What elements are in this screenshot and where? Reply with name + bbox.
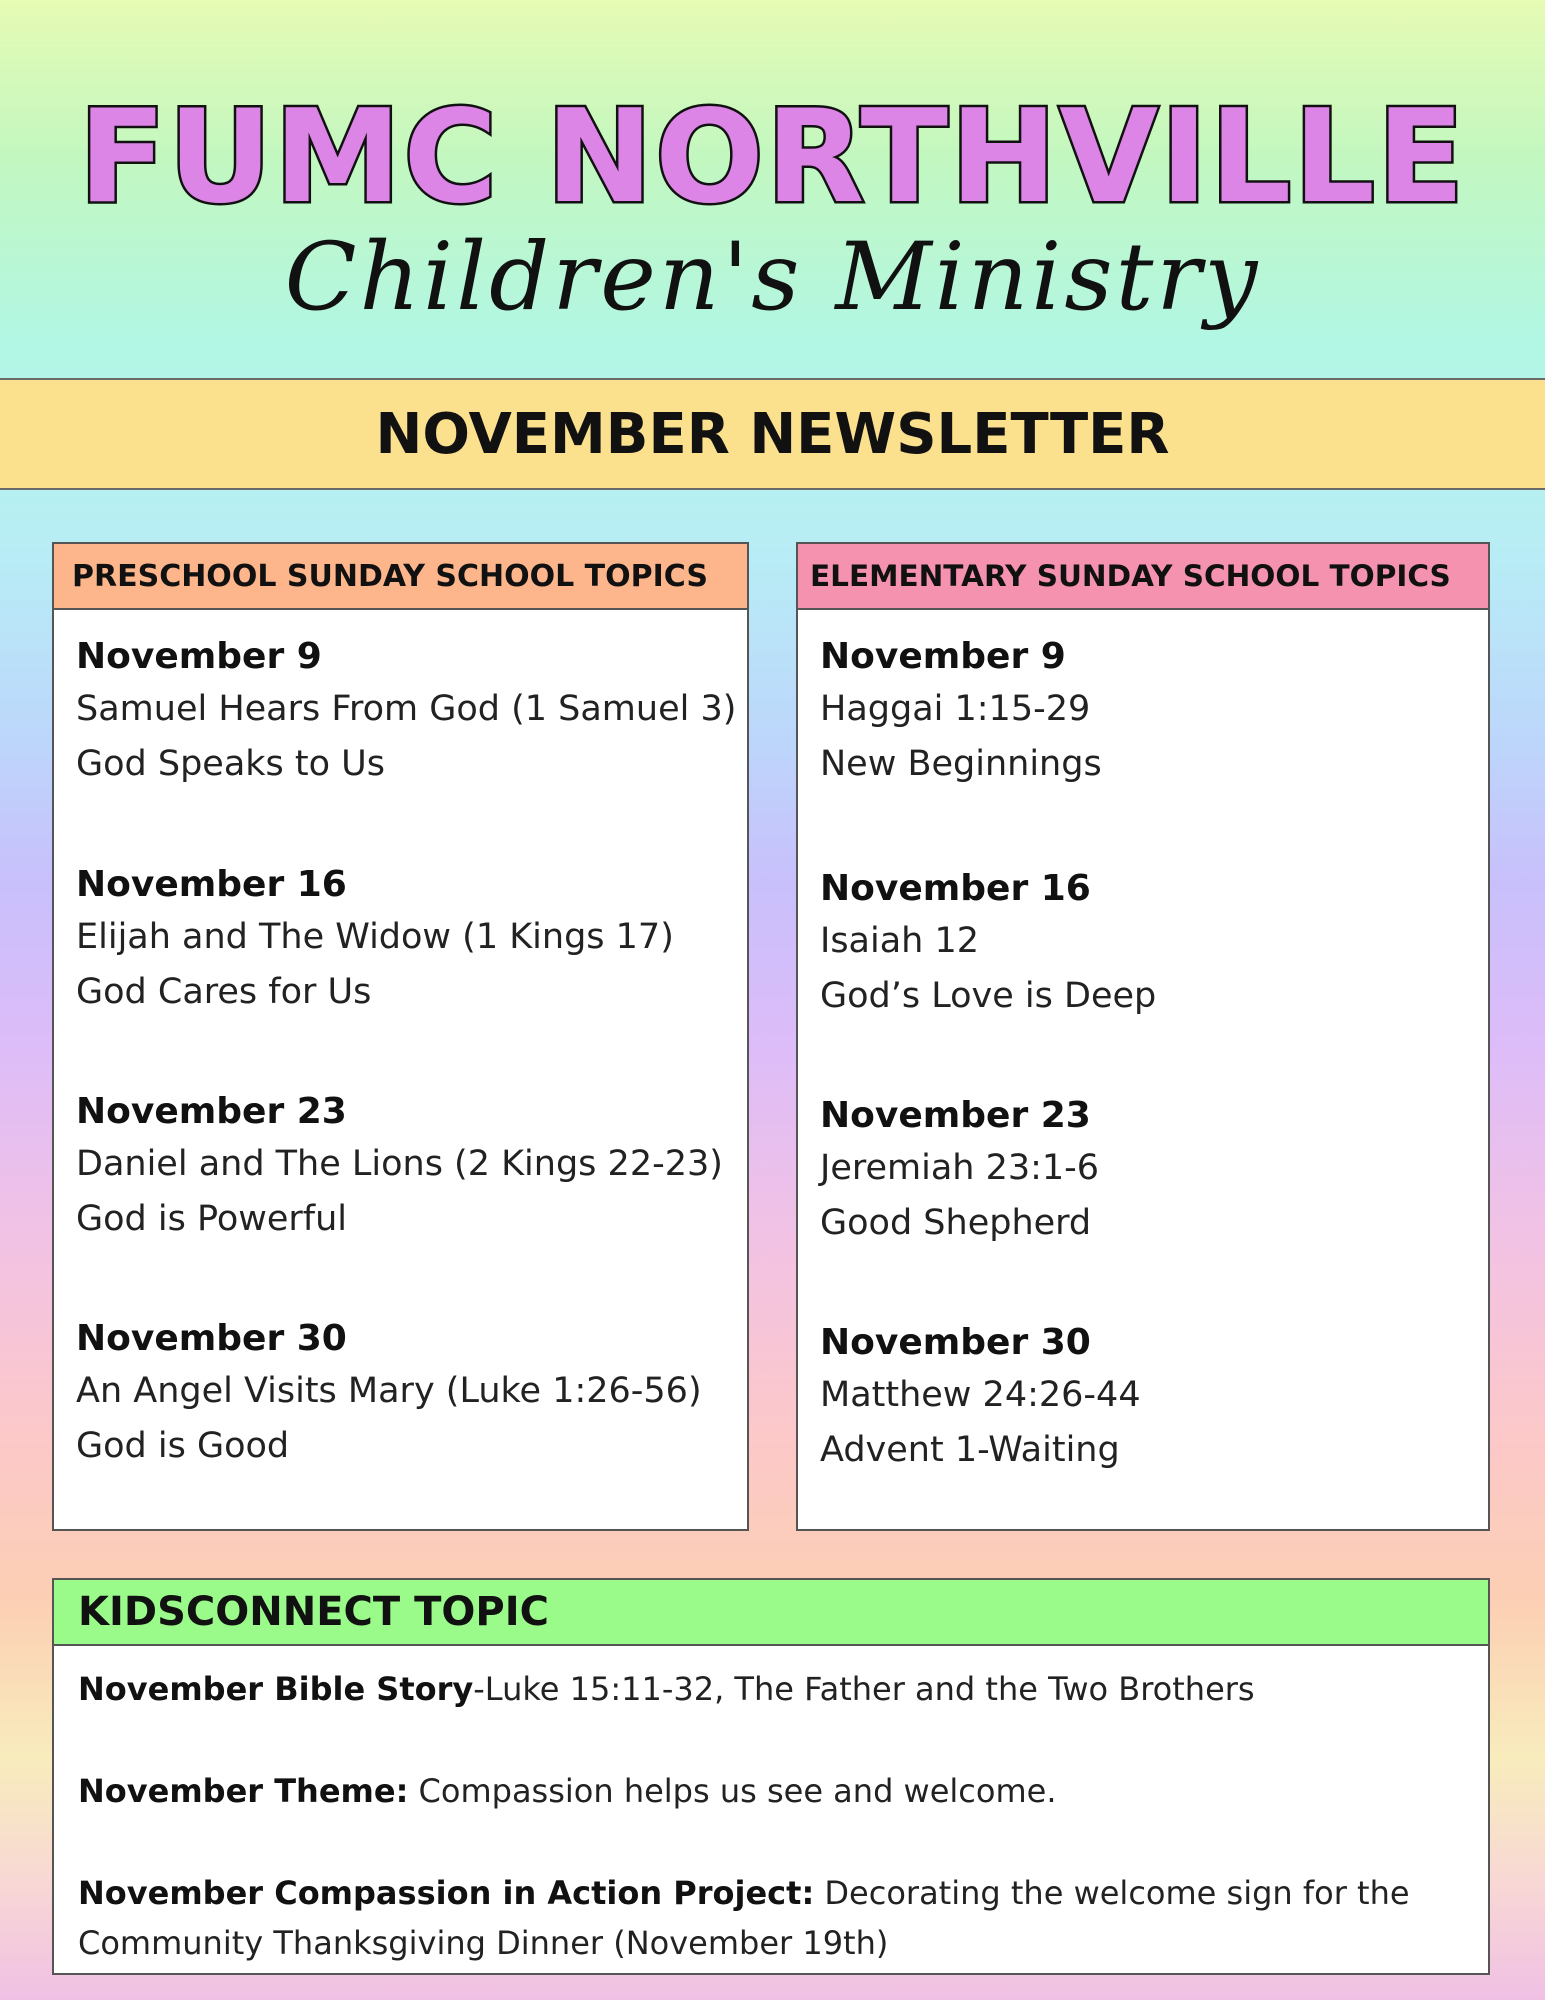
project-line [78, 1868, 1468, 1918]
preschool-topics-box [52, 542, 749, 1531]
preschool-entry [76, 1314, 737, 1474]
entry-theme: God is Powerful [76, 1199, 348, 1239]
entry-date: November 9 [820, 636, 1066, 677]
preschool-entry [76, 1087, 737, 1247]
entry-date: November 23 [76, 1091, 347, 1132]
bible-story-label: November Bible Story [78, 1670, 474, 1708]
theme-label: November Theme: [78, 1772, 409, 1810]
entry-story: An Angel Visits Mary (Luke 1:26-56) [76, 1371, 702, 1411]
entry-theme: New Beginnings [820, 744, 1102, 784]
preschool-heading: PRESCHOOL SUNDAY SCHOOL TOPICS [54, 544, 747, 610]
theme-line [78, 1766, 1468, 1816]
entry-theme: God’s Love is Deep [820, 976, 1157, 1016]
page-header [0, 0, 1545, 378]
banner-label: NOVEMBER NEWSLETTER [375, 401, 1170, 467]
entry-date: November 30 [76, 1318, 347, 1359]
entry-date: November 9 [76, 636, 322, 677]
entry-theme: Good Shepherd [820, 1203, 1092, 1243]
elementary-entry [820, 864, 1478, 1024]
entry-theme: Advent 1-Waiting [820, 1430, 1120, 1470]
theme-text: Compassion helps us see and welcome. [408, 1772, 1057, 1810]
entry-theme: God Cares for Us [76, 972, 372, 1012]
entry-story: Daniel and The Lions (2 Kings 22-23) [76, 1144, 723, 1184]
page-title: FUMC NORTHVILLE [78, 83, 1467, 232]
entry-date: November 16 [76, 864, 347, 905]
elementary-heading: ELEMENTARY SUNDAY SCHOOL TOPICS [798, 544, 1488, 610]
kidsconnect-box [52, 1578, 1490, 1975]
entry-theme: God Speaks to Us [76, 744, 386, 784]
entry-story: Jeremiah 23:1-6 [820, 1148, 1100, 1188]
entry-story: Elijah and The Widow (1 Kings 17) [76, 917, 674, 957]
entry-date: November 30 [820, 1322, 1091, 1363]
project-text: Decorating the welcome sign for the [814, 1874, 1410, 1912]
entry-story: Samuel Hears From God (1 Samuel 3) [76, 689, 737, 729]
entry-story: Haggai 1:15-29 [820, 689, 1091, 729]
project-line-continued: Community Thanksgiving Dinner (November 19th) [78, 1924, 889, 1962]
elementary-entry [820, 1318, 1478, 1478]
elementary-entry [820, 1091, 1478, 1251]
preschool-entry [76, 632, 737, 792]
entry-theme: God is Good [76, 1426, 290, 1466]
newsletter-banner [0, 378, 1545, 490]
entry-story: Matthew 24:26-44 [820, 1375, 1141, 1415]
entry-date: November 23 [820, 1095, 1091, 1136]
elementary-topics-box [796, 542, 1490, 1531]
elementary-entry [820, 632, 1478, 792]
project-label: November Compassion in Action Project: [78, 1874, 815, 1912]
bible-story-text: -Luke 15:11-32, The Father and the Two Brothers [473, 1670, 1255, 1708]
kidsconnect-heading: KIDSCONNECT TOPIC [54, 1580, 1488, 1646]
preschool-entry [76, 860, 737, 1020]
entry-story: Isaiah 12 [820, 921, 980, 961]
page-subtitle: Children's Ministry [284, 223, 1261, 332]
bible-story-line [78, 1664, 1468, 1714]
entry-date: November 16 [820, 868, 1091, 909]
